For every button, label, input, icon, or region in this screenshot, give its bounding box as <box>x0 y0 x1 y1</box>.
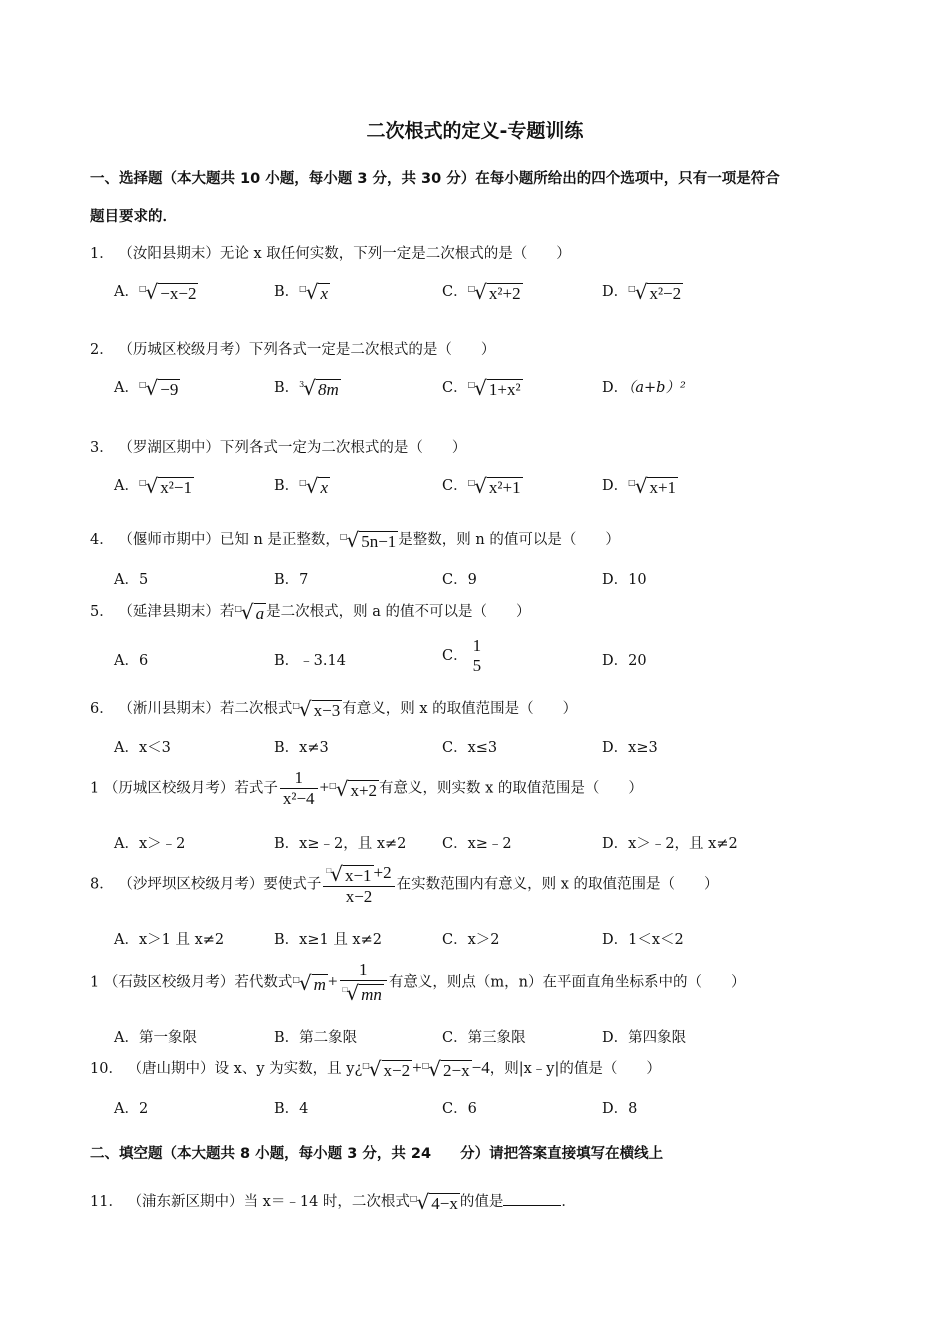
q4-option-b: B．7 <box>274 572 309 588</box>
q7-option-c: C．x≥﹣2 <box>442 836 512 852</box>
q2-option-b: B．$^3$√ 8m <box>274 376 339 400</box>
question-5: 5． （延津县期末）若□√ a 是二次根式，则 a 的值不可以是（ ） <box>90 600 531 624</box>
radical: □√ x²−1 <box>138 474 192 498</box>
q8-option-a: A．x＞1 且 x≠2 <box>114 932 225 948</box>
q5-option-c: C． 1 5 <box>442 636 486 676</box>
q7-option-a: A．x＞﹣2 <box>114 836 186 852</box>
question-9: 1 （石鼓区校级月考）若代数式□√ m + $\frac{1}{^□√ mn}$ 有意义，则点（m，n）在平面直角坐标系中的（ ） <box>90 960 746 1005</box>
q3-option-b: B．□√ x <box>274 474 329 498</box>
radical: □√ 1+x² <box>467 376 521 400</box>
radical: $^3$√ 8m <box>299 376 339 400</box>
radical: □√ 4−x <box>409 1190 458 1214</box>
q3-option-d: D．□√ x+1 <box>602 474 677 498</box>
q1-option-a: A．□√ −x−2 <box>114 280 197 304</box>
radical: □√ x−1 <box>326 862 372 886</box>
section-1-header-line1: 一、选择题（本大题共 10 小题，每小题 3 分，共 30 分）在每小题所给出的四个选项中，只有一项是符合 <box>90 171 780 187</box>
q2-option-c: C．□√ 1+x² <box>442 376 521 400</box>
question-source: （罗湖区期中） <box>118 440 220 456</box>
question-3 <box>90 436 466 457</box>
fraction: $\frac{1}{^□√ mn}$ <box>340 960 387 1005</box>
radical: □√ x <box>299 474 329 498</box>
q10-option-b: B．4 <box>274 1101 309 1117</box>
radical: □√ x <box>299 280 329 304</box>
question-source: （历城区校级月考） <box>118 342 249 358</box>
fraction: 1 5 <box>472 636 482 675</box>
question-6: 6． （淅川县期末）若二次根式□√ x−3 有意义，则 x 的取值范围是（ ） <box>90 697 578 721</box>
answer-blank[interactable] <box>503 1205 561 1206</box>
fraction: $\frac{^□√ x-1 +2}{x-2}$ <box>323 862 394 907</box>
q8-option-c: C．x＞2 <box>442 932 500 948</box>
question-1 <box>90 242 571 263</box>
q2-option-d: D．（a+b）² <box>602 380 686 396</box>
question-number: 1． <box>90 246 114 262</box>
section-2-header: 二、填空题（本大题共 8 小题，每小题 3 分，共 24 分）请把答案直接填写在横线上 <box>90 1146 664 1162</box>
q8-option-b: B．x≥1 且 x≠2 <box>274 932 382 948</box>
q10-option-a: A．2 <box>114 1101 149 1117</box>
question-11: 11． （浦东新区期中）当 x＝﹣14 时，二次根式□√ 4−x 的值是 ． <box>90 1190 576 1214</box>
question-text: 下列各式一定为二次根式的是（ ） <box>219 440 467 456</box>
q4-option-d: D．10 <box>602 572 647 588</box>
question-10: 10． （唐山期中）设 x、y 为实数，且 y¿□√ x−2 +□√ 2−x −4，则|x﹣y|的值是（ ） <box>90 1057 661 1081</box>
q10-option-d: D．8 <box>602 1101 638 1117</box>
q5-option-a: A．6 <box>114 653 149 669</box>
q7-option-b: B．x≥﹣2，且 x≠2 <box>274 836 407 852</box>
q4-option-a: A．5 <box>114 572 149 588</box>
q2-option-a: A．□√ −9 <box>114 376 179 400</box>
question-number: 3． <box>90 440 114 456</box>
question-8: 8． （沙坪坝区校级月考）要使式子 $\frac{^□√ x-1 +2}{x-2}$ 在实数范围内有意义，则 x 的取值范围是（ ） <box>90 862 719 906</box>
section-1-header-line2: 题目要求的． <box>90 209 177 225</box>
radical: □√ 5n−1 <box>339 528 397 552</box>
q8-option-d: D．1＜x＜2 <box>602 932 684 948</box>
question-number: 2． <box>90 342 114 358</box>
question-4: 4． （偃师市期中）已知 n 是正整数，□√ 5n−1 是整数，则 n 的值可以是（ ） <box>90 528 620 552</box>
q1-option-c: C．□√ x²+2 <box>442 280 521 304</box>
q9-option-b: B．第二象限 <box>274 1030 358 1046</box>
q1-option-d: D．□√ x²−2 <box>602 280 682 304</box>
question-2 <box>90 338 495 359</box>
radical: □√ x+1 <box>628 474 677 498</box>
page-title: 二次根式的定义-专题训练 <box>366 120 584 142</box>
q5-option-b: B．﹣3.14 <box>274 653 346 669</box>
question-text: 无论 x 取任何实数，下列一定是二次根式的是（ ） <box>219 246 571 262</box>
q9-option-c: C．第三象限 <box>442 1030 526 1046</box>
radical: □√ x²−2 <box>628 280 682 304</box>
q6-option-d: D．x≥3 <box>602 740 658 756</box>
radical: □√ x−3 <box>292 697 341 721</box>
q5-option-d: D．20 <box>602 653 647 669</box>
radical: □√ x−2 <box>362 1057 411 1081</box>
fraction: $\frac{1}{\text{x²−4}}$ <box>280 768 318 809</box>
q7-option-d: D．x＞﹣2，且 x≠2 <box>602 836 738 852</box>
q6-option-b: B．x≠3 <box>274 740 329 756</box>
radical: □√ mn <box>342 981 382 1005</box>
q3-option-c: C．□√ x²+1 <box>442 474 521 498</box>
radical: □√ −9 <box>138 376 179 400</box>
radical: □√ a <box>234 600 265 624</box>
section-1-header <box>90 160 870 236</box>
q4-option-c: C．9 <box>442 572 477 588</box>
radical: □√ −x−2 <box>138 280 197 304</box>
q9-option-a: A．第一象限 <box>114 1030 197 1046</box>
q10-option-c: C．6 <box>442 1101 477 1117</box>
q6-option-c: C．x≤3 <box>442 740 498 756</box>
radical: □√ x+2 <box>329 776 378 801</box>
radical: □√ 2−x <box>421 1057 470 1081</box>
radical: □√ m <box>292 970 326 995</box>
question-7: 1 （历城区校级月考）若式子 $\frac{1}{\text{x²−4}}$ +□√ x+2 有意义，则实数 x 的取值范围是（ ） <box>90 768 643 808</box>
radical: □√ x²+2 <box>467 280 521 304</box>
q1-option-b: B．□√ x <box>274 280 329 304</box>
question-source: （汝阳县期末） <box>118 246 220 262</box>
q9-option-d: D．第四象限 <box>602 1030 687 1046</box>
q3-option-a: A．□√ x²−1 <box>114 474 192 498</box>
radical: □√ x²+1 <box>467 474 521 498</box>
question-text: 下列各式一定是二次根式的是（ ） <box>248 342 496 358</box>
q6-option-a: A．x＜3 <box>114 740 171 756</box>
